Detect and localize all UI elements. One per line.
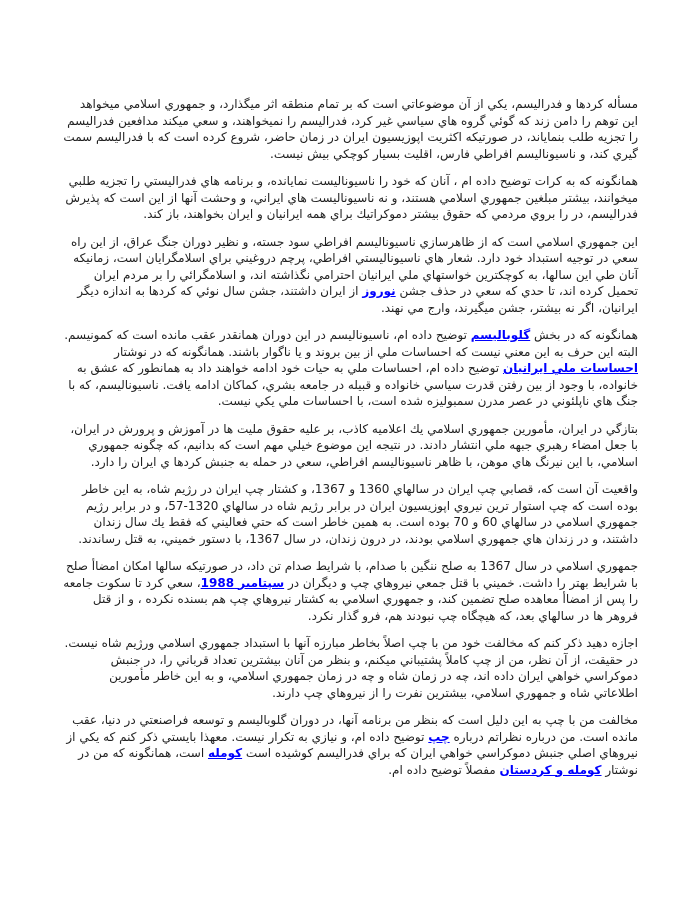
text-run: مسأله كردها و فدراليسم، يكي از آن موضوعاتي است كه بر تمام منطقه اثر ميگذارد، و جمهوري اسلامي ميخواهد اين توهم را دامن زند كه گوئي گروه هاي سياسي غير كرد، فدراليسم را نميخواهند، و سعي ميكند مدافعين فدراليسم را تجزيه طلب بنماياند، در صورتيكه اكثريت اپوزيسيون ايران در زمان حاضر، شروع كرده است كه با فدراليسم سمت گيري كند، و ناسيوناليسم افراطي فارس، اقليت بسيار كوچكي بيش نيست. xyxy=(63,97,638,161)
paragraph-2 xyxy=(62,173,638,223)
text-run: ، سعي كرد تا سكوت جامعه را پس از امضاأ معاهده صلح تضمين كند، و جمهوري اسلامي به كشتار نيروهاي چپ هم بسنده نكرده ، و از قتل فروهر ها در سالهاي بعد، كه هيچگاه چپ نبودند هم، فرو گذار نكرد. xyxy=(63,575,638,623)
text-run: همانگونه كه به كرات توضيح داده ام ، آنان كه خود را ناسيوناليست نمايانده، و برنامه هاي فدراليستي را تجزيه طلبي ميخوانند، بيشتر مبلغين جمهوري اسلامي هستند، و نه ناسيوناليست هاي ايراني، و وحشت آنها از اين است كه پذيرش فدراليسم، در را بروي مردمي كه حقوق بيشتر دموكراتيك براي همه ايرانيان و ايران بخواهند، باز كند. xyxy=(65,174,638,221)
paragraph-9 xyxy=(62,712,638,778)
komala-and-kurdistan-link[interactable]: كومله و كردستان xyxy=(499,762,602,777)
iranian-national-feelings-link[interactable]: احساسات ملي ايرانيان xyxy=(502,361,638,375)
text-run: از ايران داشتند، جشن سال نوئي كه كردها به اندازه ديگر ايرانيان، اگر نه بيشتر، جشن ميگيرند، وارج مي نهند. xyxy=(77,284,638,315)
paragraph-6 xyxy=(62,481,638,547)
left-link[interactable]: چپ xyxy=(428,729,450,744)
paragraph-3 xyxy=(62,234,638,317)
text-run: است، همانگونه كه من در نوشتار xyxy=(78,746,638,777)
paragraph-5 xyxy=(62,421,638,471)
text-run: بتازگي در ايران، مأمورين جمهوري اسلامي يك اعلاميه كاذب، بر عليه حقوق مليت ها در آموزش و پرورش در ايران، با جعل امضاء رهبري جبهه ملي انتشار دادند. در نتيجه اين موضوع خيلي مهم است كه بدانيم، كه چگونه جمهوري اسلامي، با اين نيرنگ هاي موهن، با ظاهر ناسيوناليسم افراطي، سعي در حمله به جنبش كردها ي ايران را دارد. xyxy=(70,421,638,469)
text-run: توضيح داده ام، احساسات ملي به حيات خود ادامه خواهند داد به همانطور كه عشق به خانواده، با وجود از بين رفتن قدرت سياسي خانواده و قبيله در جامعه بشري، كماكان ادامه يافت. ناسيوناليسم، كه با جنگ هاي ناپلئوني در عصر مدرن سمبوليزه شده است، با احساسات ملي يكي نيست. xyxy=(68,361,638,408)
norooz-link[interactable]: نوروز xyxy=(362,284,396,298)
text-run: اين جمهوري اسلامي است كه از ظاهرسازي ناسيوناليسم افراطي سود جسته، و نظير دوران جنگ عراق، از اين راه سعي در توجيه استبداد خود دارد. شعار هاي ناسيوناليستي افراطي، پرچم دروغيني براي اسلامگرايان است، زمانيكه آنان طي اين سالها، به كوچكترين خواستهاي ملي ايرانيان احترامي نگذاشته اند، و اسلامگرائي را بر مردم ايران تحميل كرده اند، تا حدي كه سعي در حذف جشن xyxy=(70,234,638,298)
paragraph-7 xyxy=(62,558,638,624)
text-run: مفصلاً توضيح داده ام. xyxy=(388,762,500,777)
paragraph-8 xyxy=(62,635,638,701)
text-run: جمهوري اسلامي در سال 1367 به صلح ننگين با صدام، با شرايط صدام تن داد، در صورتيكه سالها امكان امضاأ صلح با شرايط بهتر را داشت. خميني با قتل جمعي نيروهاي چپ و ديگران در xyxy=(66,559,638,590)
text-run: توضيح داده ام، و نيازي به تكرار نيست. معهذا بايستي ذكر كنم كه يكي از نيروهاي اصلي جنبش دموكراسي خواهي ايران كه براي فدراليسم كوشيده است xyxy=(66,729,638,760)
paragraph-1 xyxy=(62,96,638,162)
text-run: مخالفت من با چپ به اين دليل است كه بنظر من برنامه آنها، در دوران گلوباليسم و توسعه فراصنعتي در دنيا، عقب مانده است. من درباره نظراتم درباره xyxy=(72,713,638,744)
globalism-link[interactable]: گلوباليسم xyxy=(470,328,531,342)
paragraph-4 xyxy=(62,327,638,410)
text-run: توضيح داده ام، ناسيوناليسم در اين دوران همانقدر عقب مانده است كه كمونيسم. البته اين حرف به اين معني نيست كه احساسات ملي از بين بروند و يا ناگوار باشند. همانگونه كه در نوشتار xyxy=(64,328,638,359)
text-run: همانگونه كه در بخش xyxy=(530,328,638,342)
text-run: اجازه دهيد ذكر كنم كه مخالفت خود من با چپ اصلاً بخاطر مبارزه آنها با استبداد جمهوري اسلامي ورژيم شاه نيست. در حقيقت، از آن نظر، من از چپ كاملاً پشتيباني ميكنم، و بنظر من آنان بيشترين تعداد قرباني را، در جنبش دموكراسي خواهي ايران داده اند، چه در زمان شاه و چه در زمان جمهوري اسلامي، و به اين خاطر مأمورين اطلاعاتي شاه و جمهوري اسلامي، بيشترين نفرت را از نيروهاي چپ دارند. xyxy=(64,636,638,700)
komala-link[interactable]: كومله xyxy=(207,746,243,760)
text-run: واقعيت آن است كه، قصابي چپ ايران در سالهاي 1360 و 1367، و كشتار چپ ايران در رژيم شاه، به اين خاطر بوده است كه چپ استوار ترين نيروي اپوزيسيون ايران در برابر رژيم شاه در سالهاي 1320-57، و در برابر رژيم جمهوري اسلامي در سالهاي 60 و 70 بوده است. به همين خاطر است كه حتي فعاليني كه فقط يك سال زندان داشتند، و در زندان هاي جمهوري اسلامي بودند، در درون زندان، در سال 1367، با دستور خميني، به قتل رساندند. xyxy=(78,482,638,546)
september-1988-link[interactable]: سپتامبر 1988 xyxy=(200,575,285,590)
essay-body xyxy=(62,96,638,789)
